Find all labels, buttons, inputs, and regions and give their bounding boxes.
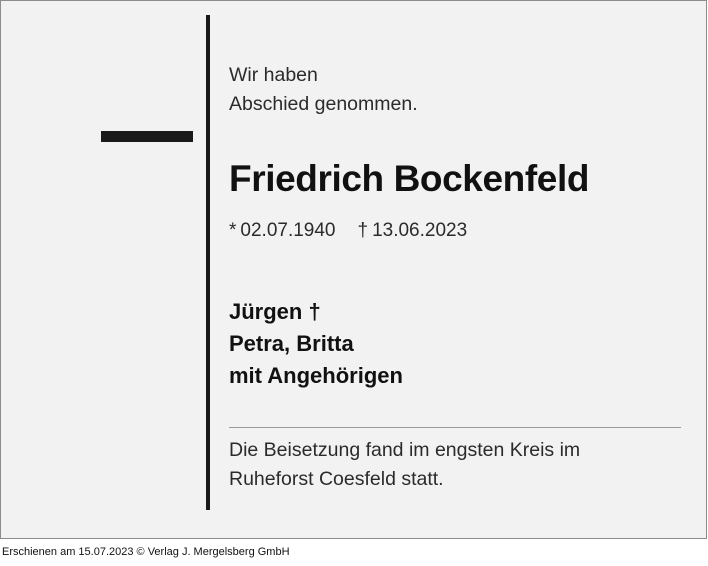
intro-text	[229, 61, 418, 119]
horizontal-bar-decoration	[101, 131, 193, 142]
section-divider	[229, 427, 681, 428]
family-names	[229, 296, 403, 392]
family-line-3: mit Angehörigen	[229, 363, 403, 388]
death-symbol: †	[357, 220, 369, 241]
deceased-name: Friedrich Bockenfeld	[229, 158, 590, 199]
closing-line-1: Die Beisetzung fand im engsten Kreis im	[229, 439, 581, 461]
vertical-rule-decoration	[206, 15, 210, 510]
closing-line-2: Ruheforst Coesfeld statt.	[229, 468, 444, 490]
intro-line-1: Wir haben	[229, 64, 318, 86]
closing-text	[229, 436, 580, 494]
publication-footer: Erschienen am 15.07.2023 © Verlag J. Mergelsberg GmbH	[2, 546, 290, 558]
family-line-1: Jürgen †	[229, 299, 321, 324]
death-date: 13.06.2023	[372, 220, 468, 241]
intro-line-2: Abschied genommen.	[229, 93, 418, 115]
life-dates	[229, 220, 467, 242]
family-line-2: Petra, Britta	[229, 331, 354, 356]
birth-date: 02.07.1940	[240, 220, 336, 241]
birth-symbol: *	[229, 220, 237, 241]
